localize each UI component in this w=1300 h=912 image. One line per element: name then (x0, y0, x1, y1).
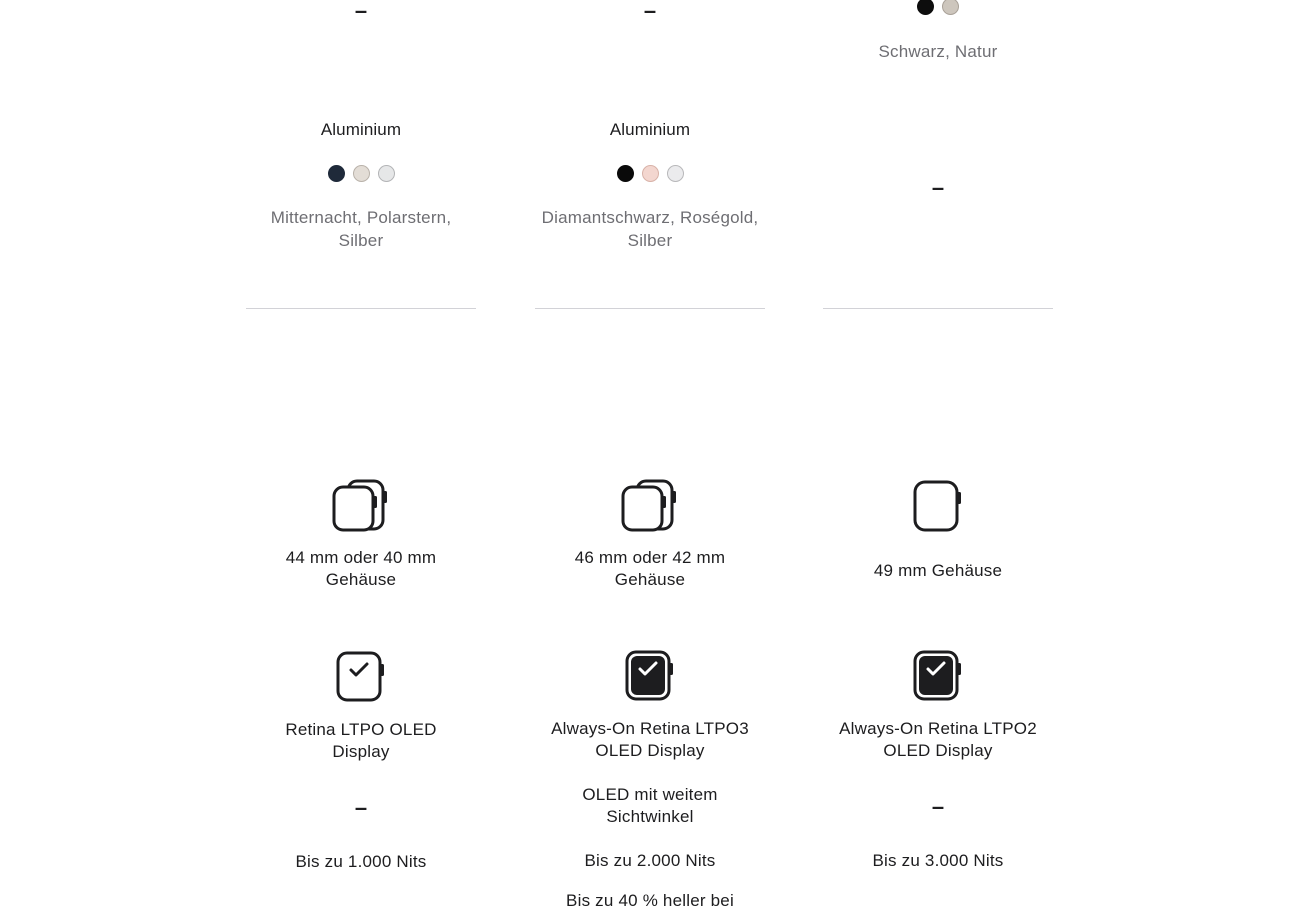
color-swatch[interactable] (942, 0, 959, 15)
brightness-extra-text: Bis zu 40 % heller bei (566, 891, 734, 910)
brightness-text: Bis zu 2.000 Nits (584, 851, 716, 870)
divider (823, 308, 1053, 309)
color-swatch[interactable] (642, 165, 659, 182)
top-dash: – (643, 0, 657, 23)
display-text: Always-On Retina LTPO3 OLED Display (551, 719, 749, 760)
wide-angle-dash: – (931, 794, 945, 819)
brightness-text: Bis zu 3.000 Nits (872, 851, 1004, 870)
wide-angle-dash: – (354, 795, 368, 820)
single-case-icon (823, 479, 1053, 533)
material-label: Aluminium (320, 120, 402, 139)
material-label: Aluminium (609, 120, 691, 139)
display-text: Retina LTPO OLED Display (285, 720, 437, 761)
color-names: Diamantschwarz, Roségold, Silber (541, 208, 759, 250)
color-swatches (823, 0, 1053, 15)
color-swatches (246, 165, 476, 182)
case-size-text: 49 mm Gehäuse (873, 561, 1003, 580)
color-swatch[interactable] (328, 165, 345, 182)
color-swatch[interactable] (617, 165, 634, 182)
color-swatch[interactable] (353, 165, 370, 182)
compare-column-3 (823, 0, 1053, 900)
display-filled-icon (535, 649, 765, 703)
color-names: Mitternacht, Polarstern, Silber (270, 208, 452, 250)
double-case-icon (535, 479, 765, 533)
wide-angle-text: OLED mit weitem Sichtwinkel (582, 785, 718, 826)
divider (246, 308, 476, 309)
top-dash: – (354, 0, 368, 23)
compare-column-2 (535, 0, 765, 910)
color-swatch[interactable] (667, 165, 684, 182)
color-swatches (535, 165, 765, 182)
display-outline-icon (246, 650, 476, 704)
double-case-icon (246, 479, 476, 533)
display-filled-icon (823, 649, 1053, 703)
case-size-text: 44 mm oder 40 mm Gehäuse (285, 548, 437, 589)
display-text: Always-On Retina LTPO2 OLED Display (839, 719, 1037, 760)
compare-column-1 (246, 0, 476, 900)
divider (535, 308, 765, 309)
color-swatch[interactable] (917, 0, 934, 15)
brightness-text: Bis zu 1.000 Nits (295, 852, 427, 871)
material-dash: – (931, 175, 945, 200)
case-size-text: 46 mm oder 42 mm Gehäuse (574, 548, 726, 589)
color-swatch[interactable] (378, 165, 395, 182)
color-names: Schwarz, Natur (878, 42, 998, 61)
